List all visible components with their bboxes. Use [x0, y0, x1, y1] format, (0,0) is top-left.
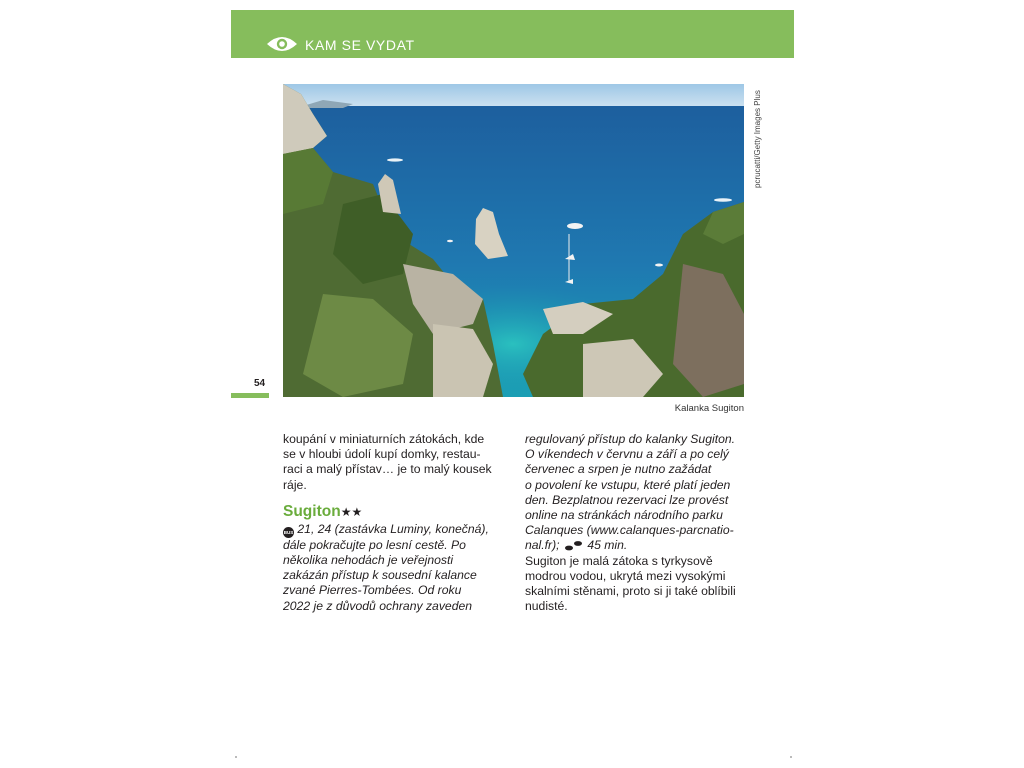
- crop-mark: [790, 756, 792, 758]
- photo-credit-text: pcrucatti/Getty Images Plus: [753, 90, 762, 188]
- access-line: nal.fr); 45 min.: [525, 538, 628, 553]
- photo-caption: Kalanka Sugiton: [674, 403, 744, 414]
- access-line: červenec a srpen je nutno zažádat: [525, 462, 712, 477]
- access-line: Calanques (www.calanques-parcnatio-: [525, 523, 734, 538]
- body-line: Sugiton je malá zátoka s tyrkysově: [525, 553, 713, 568]
- access-line: BUS 21, 24 (zastávka Luminy, konečná),: [283, 521, 489, 536]
- walk-time: 45 min.: [583, 538, 628, 553]
- access-line: dále pokračujte po lesní cestě. Po: [283, 537, 466, 552]
- footsteps-icon: [563, 540, 584, 551]
- page-number-bar: [231, 393, 269, 398]
- eye-icon: [266, 36, 298, 52]
- body-line: nudisté.: [525, 599, 568, 614]
- section-header: [231, 10, 794, 58]
- intro-line: se v hloubi údolí kupí domky, restau-: [283, 447, 481, 462]
- access-line: zvané Pierres-Tombées. Od roku: [283, 583, 462, 598]
- place-heading: [283, 502, 505, 522]
- access-line: zakázán přístup k sousední kalance: [283, 568, 477, 583]
- body-line: modrou vodou, ukrytá mezi vysokými: [525, 568, 726, 583]
- intro-line: koupání v miniaturních zátokách, kde: [283, 432, 485, 446]
- access-line: online na stránkách národního parku: [525, 508, 723, 523]
- intro-line: ráje.: [283, 477, 307, 492]
- rating-stars: ★★: [340, 504, 363, 519]
- intro-line: raci a malý přístav… je to malý kousek: [283, 462, 492, 477]
- section-title: KAM SE VYDAT: [305, 37, 415, 53]
- bus-icon: BUS: [283, 527, 294, 538]
- page-number: 54: [254, 378, 266, 389]
- access-line: regulovaný přístup do kalanky Sugiton.: [525, 432, 736, 446]
- photo-credit: [753, 84, 767, 194]
- access-line: o povolení ke vstupu, které platí jeden: [525, 477, 731, 492]
- access-line: 2022 je z důvodů ochrany zaveden: [283, 598, 473, 613]
- place-name: Sugiton: [283, 502, 341, 520]
- access-line: několika nehodách je veřejnosti: [283, 553, 454, 568]
- body-line: skalními stěnami, proto si ji také oblíbili: [525, 584, 736, 599]
- crop-mark: [235, 756, 237, 758]
- left-column: [283, 432, 505, 614]
- access-line: O víkendech v červnu a září a po celý: [525, 447, 729, 462]
- calanque-photo: [283, 84, 744, 397]
- access-line: den. Bezplatnou rezervaci lze provést: [525, 492, 729, 507]
- right-column: [525, 432, 747, 614]
